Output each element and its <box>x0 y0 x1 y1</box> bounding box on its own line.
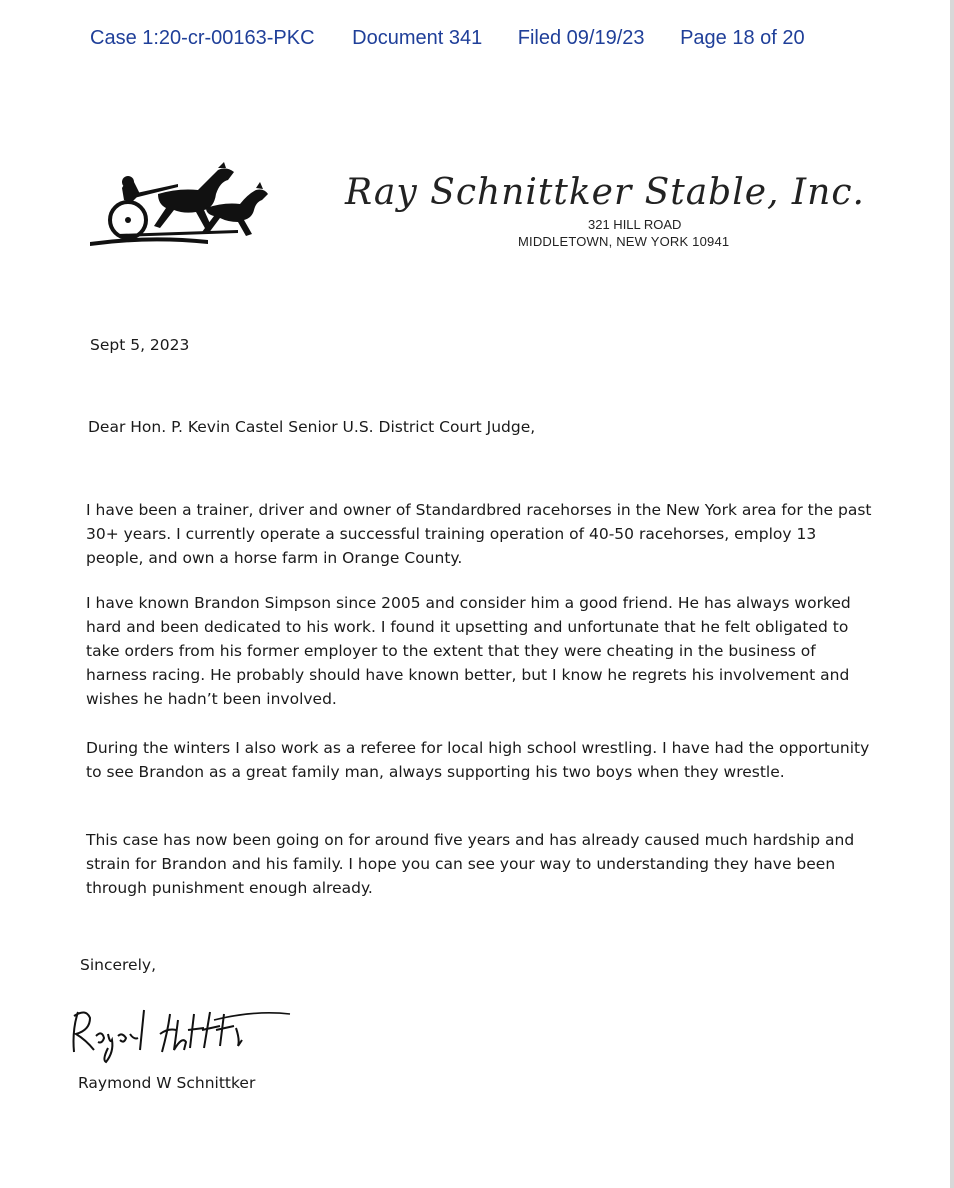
letter-date: Sept 5, 2023 <box>90 336 190 354</box>
filed-date: Filed 09/19/23 <box>517 27 645 49</box>
harness-racing-horses-icon <box>88 158 278 250</box>
case-number: Case 1:20-cr-00163-PKC <box>90 27 315 49</box>
salutation: Dear Hon. P. Kevin Castel Senior U.S. District Court Judge, <box>88 418 536 436</box>
page-edge <box>950 0 954 1188</box>
address-line-1: 321 HILL ROAD <box>588 217 682 232</box>
page-number: Page 18 of 20 <box>680 27 805 49</box>
paragraph: I have been a trainer, driver and owner of Standardbred racehorses in the New York area for the past 30+ years. I currently operate a successful training operation of 40-50 racehorses, employ 13 people, and own a horse farm in Orange County. <box>86 501 872 567</box>
paragraph: This case has now been going on for around five years and has already caused much hardship and strain for Brandon and his family. I hope you can see your way to understanding they have been through punishment enough already. <box>86 831 855 897</box>
paragraph: During the winters I also work as a referee for local high school wrestling. I have had the opportunity to see Brandon as a great family man, always supporting his two boys when they wrestle. <box>86 739 870 781</box>
document-number: Document 341 <box>352 27 483 49</box>
closing: Sincerely, <box>80 956 157 974</box>
paragraph: I have known Brandon Simpson since 2005 and consider him a good friend. He has always worked hard and been dedicated to his work. I found it upsetting and unfortunate that he felt obligated to take orders from his former employer to the extent that they were cheating in the business of harness racing. He probably should have known better, but I know he regrets his involvement and wishes he hadn’t been involved. <box>86 594 851 708</box>
company-name: Ray Schnittker Stable, Inc. <box>345 172 865 213</box>
address-line-2: MIDDLETOWN, NEW YORK 10941 <box>518 234 730 249</box>
signer-name: Raymond W Schnittker <box>78 1074 256 1092</box>
handwritten-signature <box>64 1000 304 1070</box>
case-header <box>90 27 805 50</box>
